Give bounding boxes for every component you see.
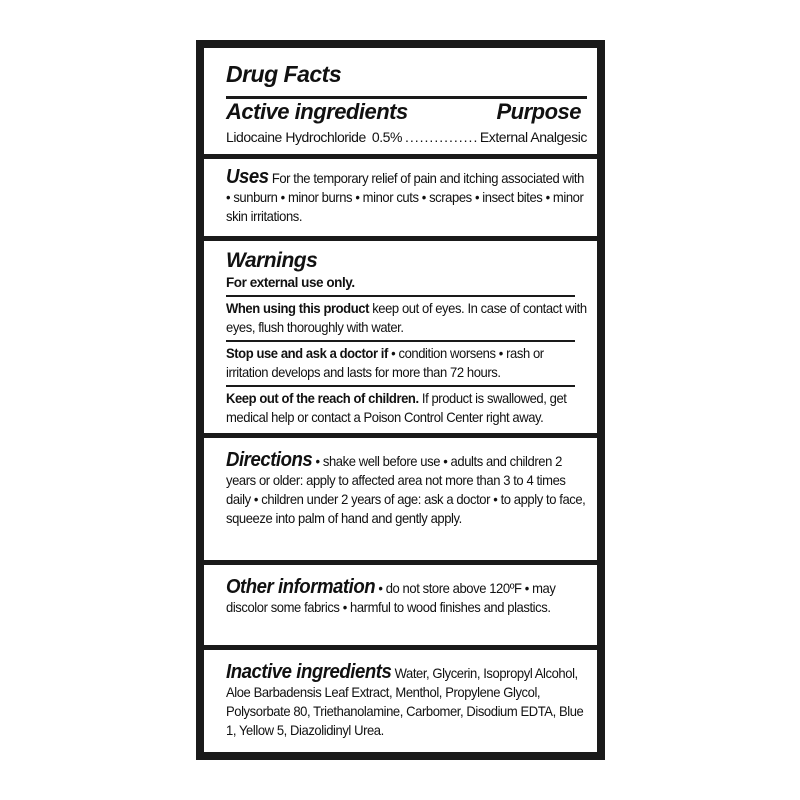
uses-heading: Uses (226, 166, 269, 188)
drug-facts-title: Drug Facts (226, 61, 342, 87)
other-information-text: • do not store above 120ºF • may discolor some fabrics • harmful to wood finishes and plastics. (226, 580, 556, 615)
uses-block (226, 168, 589, 226)
external-use-warning: For external use only. (226, 275, 355, 290)
inactive-ingredients-block (226, 663, 589, 740)
children-block (226, 389, 589, 427)
warnings-divider (226, 340, 575, 342)
directions-block (226, 451, 589, 528)
ingredient-amount: 0.5% (371, 129, 402, 145)
warnings-panel (204, 241, 597, 433)
stop-use-label: Stop use and ask a doctor if (226, 345, 388, 361)
leader-dots (405, 129, 477, 145)
stop-use-block (226, 344, 589, 382)
stop-use-text: • condition worsens • rash or irritation develops and lasts for more than 72 hours. (226, 345, 544, 380)
uses-text: For the temporary relief of pain and itching associated with • sunburn • minor burns • minor cuts • scrapes • insect bites • minor skin irritations. (226, 170, 584, 224)
inactive-ingredients-text: Water, Glycerin, Isopropyl Alcohol, Aloe Barbadensis Leaf Extract, Menthol, Propylene Glycol, Polysorbate 80, Triethanolamine, Carbomer, Disodium EDTA, Blue 1, Yellow 5, Diazolidinyl Urea. (226, 665, 584, 738)
active-ingredients-heading: Active ingredients (226, 99, 408, 124)
directions-heading: Directions (226, 449, 313, 471)
inactive-ingredients-heading: Inactive ingredients (226, 661, 392, 683)
directions-panel (204, 438, 597, 560)
purpose-heading: Purpose (496, 99, 581, 124)
ingredient-name: Lidocaine Hydrochloride (226, 129, 366, 145)
drug-facts-label (196, 40, 605, 760)
uses-panel (204, 159, 597, 236)
when-using-block (226, 299, 589, 337)
other-information-heading: Other information (226, 576, 376, 598)
warnings-heading: Warnings (226, 249, 318, 272)
children-label: Keep out of the reach of children. (226, 390, 419, 406)
inactive-ingredients-panel (204, 650, 597, 752)
directions-text: • shake well before use • adults and children 2 years or older: apply to affected area not more than 3 to 4 times daily • children under 2 years of age: ask a doctor • to apply to face, squeeze into palm of hand and gently apply. (226, 453, 586, 526)
other-information-block (226, 578, 589, 617)
active-ingredients-panel (204, 48, 597, 154)
warnings-divider (226, 385, 575, 387)
warnings-divider (226, 295, 575, 297)
children-text: If product is swallowed, get medical help or contact a Poison Control Center right away. (226, 390, 567, 425)
other-information-panel (204, 565, 597, 645)
when-using-label: When using this product (226, 300, 369, 316)
ingredient-purpose: External Analgesic (479, 129, 587, 145)
ingredient-row (226, 129, 587, 145)
when-using-text: keep out of eyes. In case of contact with eyes, flush thoroughly with water. (226, 300, 587, 335)
